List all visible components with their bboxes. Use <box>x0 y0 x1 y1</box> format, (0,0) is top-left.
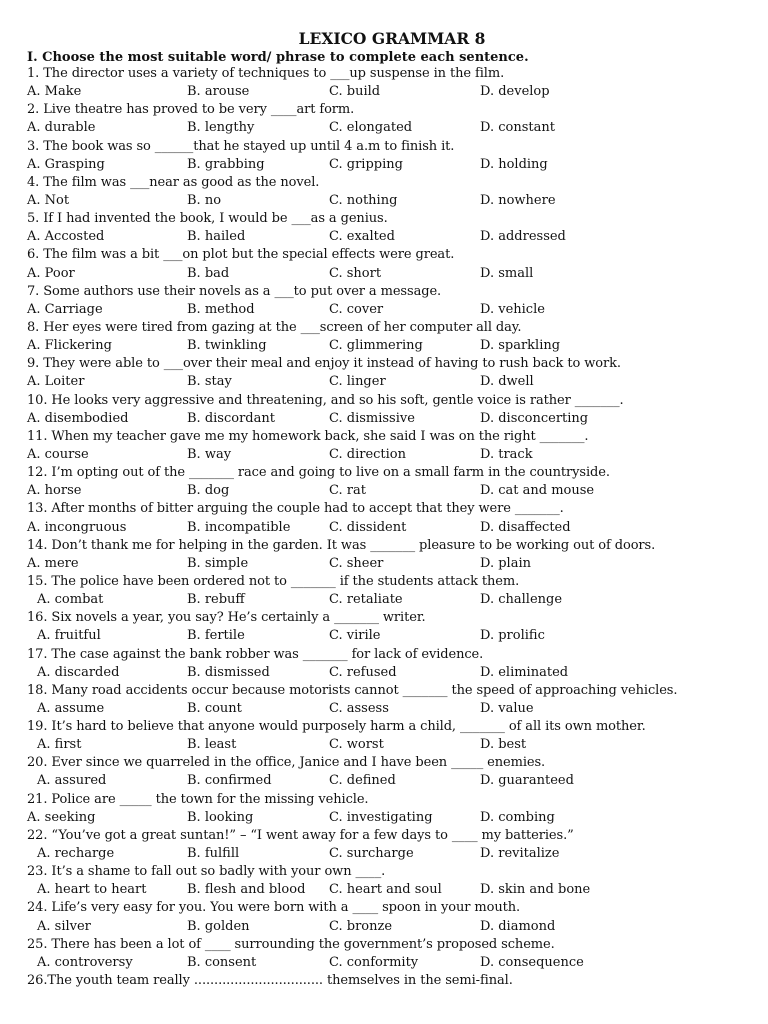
option-d: D. addressed <box>480 229 566 245</box>
option-a: A. heart to heart <box>37 882 147 898</box>
options-row-4 <box>27 192 747 210</box>
option-c: C. rat <box>329 483 366 499</box>
option-d: D. plain <box>480 555 531 571</box>
option-c: C. virile <box>329 628 381 644</box>
question-2: 2. Live theatre has proved to be very ____art form. <box>27 102 355 118</box>
option-d: D. challenge <box>480 592 563 608</box>
option-b: B. arouse <box>187 84 250 100</box>
section-instruction: I. Choose the most suitable word/ phrase to complete each sentence. <box>27 50 529 65</box>
options-row-14 <box>27 555 747 573</box>
option-a: A. silver <box>37 918 91 934</box>
option-b: B. consent <box>187 954 257 970</box>
option-d: D. best <box>480 737 527 753</box>
option-a: A. Not <box>27 192 70 208</box>
question-23: 23. It’s a shame to fall out so badly with your own ____. <box>27 864 386 880</box>
option-a: A. controversy <box>37 954 133 970</box>
option-d: D. sparkling <box>480 338 561 354</box>
option-d: D. value <box>480 700 534 716</box>
options-row-13 <box>27 519 747 537</box>
option-a: A. Loiter <box>27 374 85 390</box>
option-c: C. glimmering <box>329 338 423 354</box>
options-row-21 <box>27 809 747 827</box>
option-d: D. holding <box>480 156 548 172</box>
option-c: C. build <box>329 84 381 100</box>
option-b: B. stay <box>187 374 232 390</box>
option-d: D. cat and mouse <box>480 483 595 499</box>
question-19: 19. It’s hard to believe that anyone would purposely harm a child, _______ of all its own mother. <box>27 719 646 735</box>
question-15: 15. The police have been ordered not to _______ if the students attack them. <box>27 573 520 589</box>
option-c: C. dissident <box>329 519 407 535</box>
option-c: C. linger <box>329 374 386 390</box>
options-row-8 <box>27 337 747 355</box>
option-d: D. diamond <box>480 918 556 934</box>
question-18: 18. Many road accidents occur because motorists cannot _______ the speed of approaching vehicles. <box>27 682 678 698</box>
question-13: 13. After months of bitter arguing the couple had to accept that they were _______. <box>27 501 564 517</box>
question-list <box>27 65 747 990</box>
option-c: C. cover <box>329 301 384 317</box>
option-b: B. bad <box>187 265 230 281</box>
question-7: 7. Some authors use their novels as a ___to put over a message. <box>27 283 442 299</box>
question-24: 24. Life’s very easy for you. You were born with a ____ spoon in your mouth. <box>27 900 521 916</box>
question-20: 20. Ever since we quarreled in the office, Janice and I have been _____ enemies. <box>27 755 546 771</box>
question-21: 21. Police are _____ the town for the missing vehicle. <box>27 791 369 807</box>
option-c: C. investigating <box>329 809 433 825</box>
option-d: D. small <box>480 265 534 281</box>
option-a: A. mere <box>27 555 79 571</box>
options-row-15 <box>27 591 747 609</box>
option-b: B. discordant <box>187 410 275 426</box>
options-row-6 <box>27 265 747 283</box>
question-11: 11. When my teacher gave me my homework back, she said I was on the right _______. <box>27 428 589 444</box>
option-b: B. count <box>187 700 242 716</box>
options-row-1 <box>27 83 747 101</box>
question-26: 26.The youth team really ................................ themselves in the semi-final. <box>27 973 513 989</box>
option-d: D. constant <box>480 120 555 136</box>
option-a: A. seeking <box>27 809 96 825</box>
options-row-9 <box>27 373 747 391</box>
option-a: A. assume <box>37 700 105 716</box>
option-b: B. least <box>187 737 237 753</box>
option-b: B. confirmed <box>187 773 272 789</box>
option-b: B. dog <box>187 483 230 499</box>
option-a: A. fruitful <box>37 628 101 644</box>
option-b: B. method <box>187 301 255 317</box>
question-8: 8. Her eyes were tired from gazing at the ___screen of her computer all day. <box>27 319 522 335</box>
option-b: B. golden <box>187 918 250 934</box>
option-d: D. combing <box>480 809 555 825</box>
options-row-17 <box>27 664 747 682</box>
option-d: D. disconcerting <box>480 410 589 426</box>
option-d: D. skin and bone <box>480 882 591 898</box>
option-a: A. discarded <box>37 664 120 680</box>
option-c: C. heart and soul <box>329 882 442 898</box>
option-a: A. disembodied <box>27 410 129 426</box>
option-c: C. assess <box>329 700 389 716</box>
option-c: C. dismissive <box>329 410 415 426</box>
option-c: C. surcharge <box>329 846 414 862</box>
options-row-3 <box>27 156 747 174</box>
option-c: C. elongated <box>329 120 413 136</box>
question-1: 1. The director uses a variety of techniques to ___up suspense in the film. <box>27 66 505 81</box>
options-row-24 <box>27 918 747 936</box>
options-row-16 <box>27 627 747 645</box>
question-4: 4. The film was ___near as good as the novel. <box>27 174 320 190</box>
option-c: C. worst <box>329 737 384 753</box>
option-b: B. hailed <box>187 229 246 245</box>
option-b: B. way <box>187 446 232 462</box>
option-c: C. gripping <box>329 156 403 172</box>
options-row-10 <box>27 410 747 428</box>
question-22: 22. “You’ve got a great suntan!” – “I went away for a few days to ____ my batteries.” <box>27 827 574 843</box>
options-row-2 <box>27 119 747 137</box>
option-b: B. flesh and blood <box>187 882 306 898</box>
option-c: C. direction <box>329 446 406 462</box>
option-d: D. vehicle <box>480 301 545 317</box>
option-b: B. no <box>187 192 222 208</box>
options-row-5 <box>27 228 747 246</box>
option-b: B. grabbing <box>187 156 265 172</box>
options-row-18 <box>27 700 747 718</box>
question-6: 6. The film was a bit ___on plot but the special effects were great. <box>27 247 455 263</box>
option-a: A. first <box>37 737 82 753</box>
worksheet-title: LEXICO GRAMMAR 8 <box>298 29 486 48</box>
option-a: A. Make <box>27 84 82 100</box>
option-d: D. track <box>480 446 533 462</box>
option-c: C. conformity <box>329 954 419 970</box>
option-a: A. horse <box>27 483 82 499</box>
option-c: C. exalted <box>329 229 395 245</box>
option-b: B. incompatible <box>187 519 291 535</box>
options-row-12 <box>27 482 747 500</box>
options-row-25 <box>27 954 747 972</box>
option-a: A. combat <box>37 592 104 608</box>
option-b: B. fertile <box>187 628 245 644</box>
option-c: C. bronze <box>329 918 393 934</box>
option-a: A. assured <box>37 773 107 789</box>
options-row-23 <box>27 881 747 899</box>
option-a: A. Flickering <box>27 338 112 354</box>
question-5: 5. If I had invented the book, I would be ___as a genius. <box>27 211 388 227</box>
options-row-7 <box>27 301 747 319</box>
option-b: B. lengthy <box>187 120 255 136</box>
option-d: D. eliminated <box>480 664 569 680</box>
option-b: B. simple <box>187 555 249 571</box>
options-row-20 <box>27 772 747 790</box>
option-d: D. dwell <box>480 374 534 390</box>
question-14: 14. Don’t thank me for helping in the garden. It was _______ pleasure to be working out of doors. <box>27 537 656 553</box>
option-a: A. Carriage <box>27 301 103 317</box>
option-a: A. durable <box>27 120 96 136</box>
question-10: 10. He looks very aggressive and threatening, and so his soft, gentle voice is rather _______. <box>27 392 624 408</box>
options-row-11 <box>27 446 747 464</box>
option-d: D. disaffected <box>480 519 571 535</box>
option-b: B. twinkling <box>187 338 267 354</box>
option-c: C. retaliate <box>329 592 403 608</box>
option-d: D. revitalize <box>480 846 560 862</box>
option-c: C. defined <box>329 773 396 789</box>
question-16: 16. Six novels a year, you say? He’s certainly a _______ writer. <box>27 610 426 626</box>
options-row-22 <box>27 845 747 863</box>
question-12: 12. I’m opting out of the _______ race and going to live on a small farm in the countryside. <box>27 465 610 481</box>
option-c: C. short <box>329 265 382 281</box>
option-a: A. incongruous <box>27 519 127 535</box>
option-b: B. dismissed <box>187 664 270 680</box>
question-17: 17. The case against the bank robber was _______ for lack of evidence. <box>27 646 484 662</box>
option-a: A. Grasping <box>27 156 105 172</box>
question-9: 9. They were able to ___over their meal and enjoy it instead of having to rush back to work. <box>27 356 621 372</box>
options-row-19 <box>27 736 747 754</box>
option-d: D. prolific <box>480 628 545 644</box>
option-c: C. nothing <box>329 192 398 208</box>
option-a: A. recharge <box>37 846 115 862</box>
option-b: B. rebuff <box>187 592 245 608</box>
worksheet-page <box>27 28 747 990</box>
option-d: D. develop <box>480 84 550 100</box>
option-c: C. sheer <box>329 555 384 571</box>
question-25: 25. There has been a lot of ____ surrounding the government’s proposed scheme. <box>27 936 555 952</box>
option-a: A. Poor <box>27 265 75 281</box>
option-d: D. guaranteed <box>480 773 574 789</box>
option-d: D. consequence <box>480 954 584 970</box>
option-d: D. nowhere <box>480 192 556 208</box>
question-3: 3. The book was so ______that he stayed up until 4 a.m to finish it. <box>27 138 455 154</box>
option-a: A. Accosted <box>27 229 105 245</box>
option-c: C. refused <box>329 664 397 680</box>
option-a: A. course <box>27 446 89 462</box>
option-b: B. fulfill <box>187 846 240 862</box>
option-b: B. looking <box>187 809 254 825</box>
